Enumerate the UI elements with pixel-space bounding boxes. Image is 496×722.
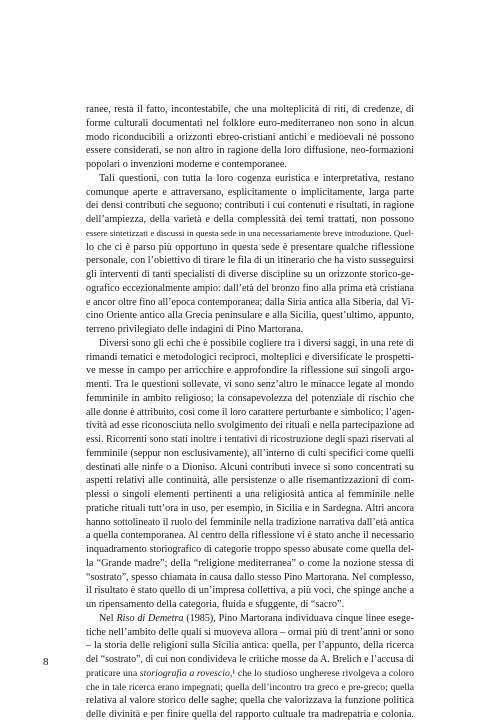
text-line: destinati alle ninfe o a Dioniso. Alcuni contributi invece si sono concentrati su — [86, 461, 414, 473]
text-line: menti. Tra le questioni sollevate, vi sono senz’altro le minacce legate al mondo — [86, 379, 414, 390]
text-line: femminile in ambito religioso; la consapevolezza del potenziale di rischio che — [86, 392, 414, 404]
body-text — [86, 103, 414, 722]
text-line: aspetti relativi alle continuità, alle persistenze o alle risemantizzazioni di com- — [86, 475, 414, 487]
text-segment: Nel — [99, 612, 117, 624]
italic-title: Riso di Demetra — [116, 612, 184, 624]
text-line: “sostrato”, spesso chiamata in causa dallo stesso Pino Martorana. Nel complesso, — [86, 571, 414, 583]
text-line: essere sintetizzati e discussi in questa sede in una necessariamente breve introduzione. Quel- — [86, 227, 414, 238]
text-line: femminile (seppur non esclusivamente), all’interno di culti specifici come quelli — [86, 447, 414, 459]
text-line: la “Grande madre”; della “religione mediterranea” o come la nozione stessa di — [86, 557, 414, 569]
text-line: relativa al valore storico delle saghe; quella che valorizzava la funzione politica — [86, 695, 414, 707]
text-line: lo che ci è parso più opportuno in questa sede è presentare qualche riflessione — [86, 241, 414, 253]
text-line: forme culturali documentati nel folklore euro-mediterraneo non sono in alcun — [86, 117, 414, 129]
text-line: dell’ampiezza, della varietà e della complessità dei temi trattati, non possono — [86, 214, 414, 225]
text-line: dei densi contributi che seguono; contributi i cui contenuti e risultati, in ragione — [86, 200, 414, 212]
text-segment: (1985), Pino Martorana individuava cinque linee esege- — [183, 612, 414, 624]
text-line: pratiche rituali tutt’ora in uso, per esempio, in Sicilia e in Sardegna. Altri ancora — [86, 502, 414, 514]
text-line: inquadramento storiografico di categorie troppo spesso abusate come quella del- — [86, 544, 414, 555]
text-line: Diversi sono gli echi che è possibile cogliere tra i diversi saggi, in una rete di — [99, 337, 414, 349]
text-line: hanno sottolineato il ruolo del femminile nella tradizione narrativa dall’età antica — [86, 516, 414, 528]
text-line: gli interventi di tanti specialisti di diverse discipline su un orizzonte storico-ge- — [86, 269, 414, 280]
text-line — [86, 612, 414, 626]
text-line: essi. Ricorrenti sono stati inoltre i tentativi di ricostruzione degli spazi riservati al — [86, 434, 414, 445]
text-line: ve messe in campo per arricchire e approfondire la riflessione sui singoli argo- — [86, 365, 414, 377]
text-line: del “sostrato”, di cui non condivideva le critiche mosse da A. Brelich e l’accusa di — [86, 654, 414, 665]
text-line — [86, 667, 414, 681]
text-line: personale, con l’obiettivo di tirare le fila di un itinerario che ha visto susseguirsi — [86, 255, 414, 267]
text-line: ranee, resta il fatto, incontestabile, che una molteplicità di riti, di credenze, di — [86, 104, 414, 115]
text-line: terreno privilegiato delle indagini di Pino Martorana. — [86, 324, 304, 335]
text-line: modo riconducibili a orizzonti ebreo-cristiani antichi e medioevali né possono — [86, 131, 414, 143]
text-line: e ancor oltre fino all’epoca contemporanea; dalla Siria antica alla Siberia, dal Vi- — [86, 296, 414, 308]
text-line: tiche nell’ambito delle quali si muoveva allora – ormai più di trent’anni or sono — [86, 626, 414, 638]
page-number: 8 — [43, 656, 49, 668]
text-segment: ,¹ che lo studioso ungherese rivolgeva a coloro — [229, 667, 414, 679]
text-line: comunque aperte e attraversano, esplicitamente o implicitamente, larga parte — [86, 186, 414, 198]
italic-title: storiografia a rovescio — [139, 667, 230, 679]
text-line: essere considerati, se non altro in ragione della loro diffusione, neo-formazioni — [86, 145, 414, 157]
text-line: alle donne è attribuito, così come il loro carattere perturbante e simbolico; l’agen- — [86, 406, 415, 418]
text-line: Tali questioni, con tutta la loro cogenza euristica e interpretativa, restano — [99, 172, 414, 184]
text-line: che in tale ricerca erano impegnati; quella dell’incontro tra greco e pre-greco; quella — [86, 681, 414, 693]
text-line: plessi o singoli elementi pertinenti a una religiosità antica al femminile nelle — [86, 489, 414, 500]
text-line: a quella contemporanea. Al centro della riflessione vi è stato anche il necessario — [86, 530, 414, 542]
text-line: un ripensamento della categoria, fluida e sfuggente, di “sacro”. — [86, 599, 345, 610]
text-line: delle divinità e per finire quella del rapporto cultuale tra madrepatria e colonia. — [86, 709, 414, 720]
text-line: ografico eccezionalmente ampio: dall’età del bronzo fino alla prima età cristiana — [86, 282, 414, 294]
text-line: rimandi tematici e metodologici reciproci, molteplici e diversificate le prospetti- — [86, 351, 414, 363]
text-line: – la storia delle religioni sulla Sicilia antica: quella, per l’appunto, della ricerca — [86, 640, 414, 652]
text-line: tività ad esse riconosciuta nello svolgimento dei rituali e nella partecipazione ad — [86, 420, 415, 432]
text-line: il risultato è stato quello di un’impresa collettiva, a più voci, che spinge anche a — [86, 585, 414, 597]
text-line: cino Oriente antico alla Grecia peninsulare e alla Sicilia, quest’ultimo, appunto, — [86, 310, 414, 322]
text-segment: praticare una — [86, 667, 140, 679]
text-line: popolari o invenzioni moderne e contemporanee. — [86, 159, 287, 170]
